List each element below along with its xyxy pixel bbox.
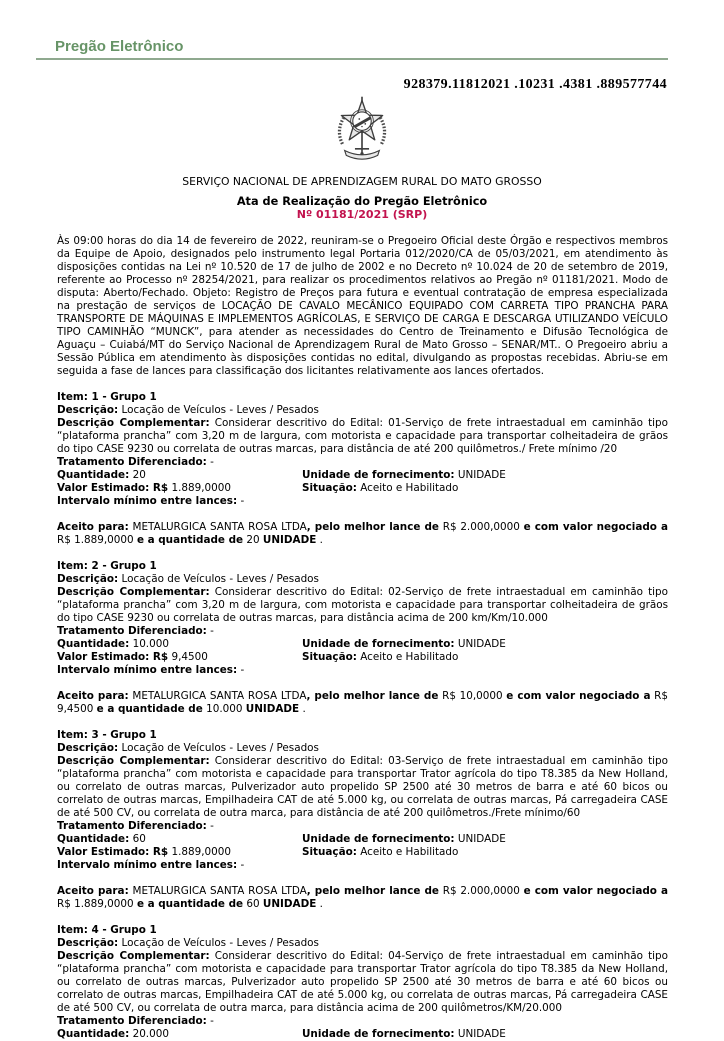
item-qty-row <box>57 469 668 482</box>
item-quantidade <box>57 469 302 482</box>
field-value: Considerar descritivo do Edital: 01-Serviço de frete intraestadual em caminhão tipo “plataforma prancha” com 3,20 m de largura, com motorista e capacidade para transportar colheitadeira de grãos do tipo CASE 9230 ou correlata de outras marcas, para distância de até 200 quilômetros./ Frete mínimo /20 <box>57 417 668 455</box>
field-label: Intervalo mínimo entre lances: <box>57 859 238 871</box>
field-value: UNIDADE <box>457 833 506 845</box>
item-qty-row <box>57 1028 668 1041</box>
field-value: - <box>210 456 214 468</box>
item-title: Item: 4 - Grupo 1 <box>57 924 157 936</box>
quantidade-label: e a quantidade de <box>136 898 244 910</box>
item-value-row <box>57 846 668 859</box>
field-label: Tratamento Diferenciado: <box>57 456 207 468</box>
negociado-label: e com valor negociado a <box>506 690 651 702</box>
field-value: - <box>210 1015 214 1027</box>
field-value: - <box>240 664 245 676</box>
item-unidade <box>302 469 668 482</box>
field-label: Quantidade: <box>57 638 130 650</box>
item-quantidade <box>57 833 302 846</box>
period: . <box>319 534 323 546</box>
supplier-name: METALURGICA SANTA ROSA LTDA <box>132 690 307 702</box>
field-value: Aceito e Habilitado <box>360 846 459 858</box>
item-tratamento <box>57 1015 668 1028</box>
field-value: Aceito e Habilitado <box>360 651 459 663</box>
intro-paragraph: Às 09:00 horas do dia 14 de fevereiro de 2022, reuniram-se o Pregoeiro Oficial deste Órgão e respectivos membros da Equipe de Apoio, designados pelo instrumento legal Portaria 012/2020/CA de 05/03/2021, em atendimento às disposições contidas na Lei nº 10.520 de 17 de julho de 2002 e no Decreto nº 10.024 de 20 de setembro de 2019, referente ao Processo nº 28254/2021, para realizar os procedimentos relativos ao Pregão nº 01181/2021. Modo de disputa: Aberto/Fechado. Objeto: Registro de Preços para futura e eventual contratação de empresa especializada na prestação de serviços de LOCAÇÃO DE CAVALO MECÂNICO EQUIPADO COM CARRETA TIPO PRANCHA PARA TRANSPORTE DE MÁQUINAS E IMPLEMENTOS AGRÍCOLAS, E SERVIÇO DE CARGA E DESCARGA UTILIZANDO VEÍCULO TIPO CAMINHÃO “MUNCK”, para atender as necessidades do Centro de Treinamento e Difusão Tecnológica de Aguaçu – Cuiabá/MT do Serviço Nacional de Aprendizagem Rural de Mato Grosso – SENAR/MT.. O Pregoeiro abriu a Sessão Pública em atendimento às disposições contidas no edital, divulgando as propostas recebidas. Abriu-se em seguida a fase de lances para classificação dos licitantes relativamente aos lances ofertados. <box>57 235 668 377</box>
lance-value: R$ 2.000,0000 <box>442 521 520 533</box>
item-unidade <box>302 638 668 651</box>
field-value: Locação de Veículos - Leves / Pesados <box>121 742 319 754</box>
item-value-row <box>57 482 668 495</box>
item-intervalo <box>57 495 668 508</box>
item-descricao-complementar <box>57 417 668 456</box>
item-title: Item: 3 - Grupo 1 <box>57 729 157 741</box>
item-situacao <box>302 846 668 859</box>
lance-label: , pelo melhor lance de <box>306 885 439 897</box>
field-label: Quantidade: <box>57 833 130 845</box>
field-value: 20 <box>132 469 146 481</box>
unidade-word: UNIDADE <box>262 534 317 546</box>
lance-value: R$ 2.000,0000 <box>442 885 520 897</box>
aceito-paragraph-1 <box>57 521 668 547</box>
item-block-4 <box>57 924 668 1041</box>
field-label: Descrição Complementar: <box>57 950 210 962</box>
field-value: UNIDADE <box>457 638 506 650</box>
item-descricao <box>57 573 668 586</box>
process-code: 928379.11812021 .10231 .4381 .889577744 <box>403 77 667 92</box>
field-label: Quantidade: <box>57 1028 130 1040</box>
period: . <box>302 703 306 715</box>
field-value: 9,4500 <box>171 651 208 663</box>
field-label: Valor Estimado: R$ <box>57 651 169 663</box>
field-value: 20.000 <box>132 1028 169 1040</box>
field-label: Descrição Complementar: <box>57 586 210 598</box>
item-descricao <box>57 937 668 950</box>
item-title: Item: 1 - Grupo 1 <box>57 391 157 403</box>
aceito-paragraph-2 <box>57 690 668 716</box>
item-quantidade <box>57 638 302 651</box>
item-descricao <box>57 742 668 755</box>
field-label: Unidade de fornecimento: <box>302 1028 455 1040</box>
organization-name: SERVIÇO NACIONAL DE APRENDIZAGEM RURAL DO MATO GROSSO <box>182 175 542 188</box>
field-value: Considerar descritivo do Edital: 04-Serviço de frete intraestadual em caminhão tipo “plataforma prancha” com motorista e capacidade para transportar Trator agrícola do tipo T8.385 da New Holland, ou correlato de outras marcas, Pulverizador auto propelido SP 2500 até 30 metros de barra e até 60 bicos ou correlato de outras marcas, Empilhadeira CAT de até 5.000 kg, ou correlata de outras marcas, Pá carregadeira CASE de até 500 CV, ou correlata de outra marca, para distância acima de 200 quilômetros/KM/20.000 <box>57 950 668 1014</box>
field-label: Descrição: <box>57 937 119 949</box>
field-label: Descrição: <box>57 742 119 754</box>
unidade-word: UNIDADE <box>262 898 317 910</box>
field-value: Locação de Veículos - Leves / Pesados <box>121 404 319 416</box>
field-value: 10.000 <box>132 638 169 650</box>
field-label: Situação: <box>302 846 357 858</box>
item-descricao-complementar <box>57 586 668 625</box>
banner-title: Pregão Eletrônico <box>55 38 184 55</box>
field-value: Locação de Veículos - Leves / Pesados <box>121 573 319 585</box>
item-qty-row <box>57 638 668 651</box>
page-banner <box>0 0 724 55</box>
field-value: 1.889,0000 <box>171 846 231 858</box>
field-label: Tratamento Diferenciado: <box>57 820 207 832</box>
negociado-label: e com valor negociado a <box>523 885 669 897</box>
item-block-2 <box>57 560 668 677</box>
field-label: Tratamento Diferenciado: <box>57 625 207 637</box>
item-situacao <box>302 482 668 495</box>
field-value: Aceito e Habilitado <box>360 482 459 494</box>
item-tratamento <box>57 456 668 469</box>
field-value: - <box>210 625 214 637</box>
field-label: Descrição Complementar: <box>57 755 210 767</box>
field-label: Unidade de fornecimento: <box>302 638 455 650</box>
item-tratamento <box>57 820 668 833</box>
quantidade-value: 60 <box>246 898 260 910</box>
item-unidade <box>302 833 668 846</box>
emblem-container <box>0 94 724 172</box>
item-unidade <box>302 1028 668 1041</box>
field-value: UNIDADE <box>457 1028 506 1040</box>
field-value: - <box>210 820 214 832</box>
field-label: Descrição: <box>57 573 119 585</box>
document-number: Nº 01181/2021 (SRP) <box>296 208 428 221</box>
field-label: Unidade de fornecimento: <box>302 469 455 481</box>
quantidade-label: e a quantidade de <box>136 534 244 546</box>
item-descricao <box>57 404 668 417</box>
lance-value: R$ 10,0000 <box>442 690 503 702</box>
item-tratamento <box>57 625 668 638</box>
document-title: Ata de Realização do Pregão Eletrônico <box>236 195 488 208</box>
aceito-label: Aceito para: <box>57 885 129 897</box>
negociado-value: R$ 1.889,0000 <box>57 534 134 546</box>
aceito-label: Aceito para: <box>57 521 129 533</box>
quantidade-value: 20 <box>246 534 260 546</box>
item-block-1 <box>57 391 668 508</box>
supplier-name: METALURGICA SANTA ROSA LTDA <box>132 885 307 897</box>
field-label: Valor Estimado: R$ <box>57 482 169 494</box>
brazil-coat-of-arms-icon <box>329 94 395 170</box>
aceito-label: Aceito para: <box>57 690 129 702</box>
aceito-paragraph-3 <box>57 885 668 911</box>
field-label: Intervalo mínimo entre lances: <box>57 664 238 676</box>
negociado-value: R$ 1.889,0000 <box>57 898 134 910</box>
field-value: UNIDADE <box>457 469 506 481</box>
item-valor <box>57 651 302 664</box>
field-value: - <box>240 859 245 871</box>
field-value: Considerar descritivo do Edital: 03-Serviço de frete intraestadual em caminhão tipo “plataforma prancha” com motorista e capacidade para transportar Trator agrícola do tipo T8.385 da New Holland, ou correlato de outras marcas, Pulverizador auto propelido SP 2500 até 30 metros de barra e até 60 bicos ou correlato de outras marcas, Empilhadeira CAT de até 5.000 kg, ou correlata de outras marcas, Pá carregadeira CASE de até 500 CV, ou correlata de outra marca, para distância de até 200 quilômetros./Frete mínimo/60 <box>57 755 668 819</box>
item-situacao <box>302 651 668 664</box>
field-label: Descrição: <box>57 404 119 416</box>
field-label: Quantidade: <box>57 469 130 481</box>
banner-divider <box>36 58 668 60</box>
field-value: 1.889,0000 <box>171 482 231 494</box>
item-quantidade <box>57 1028 302 1041</box>
field-value: 60 <box>132 833 146 845</box>
item-descricao-complementar <box>57 755 668 820</box>
item-valor <box>57 482 302 495</box>
supplier-name: METALURGICA SANTA ROSA LTDA <box>132 521 307 533</box>
field-value: Locação de Veículos - Leves / Pesados <box>121 937 319 949</box>
field-label: Situação: <box>302 482 357 494</box>
field-value: Considerar descritivo do Edital: 02-Serviço de frete intraestadual em caminhão tipo “plataforma prancha” com 3,20 m de largura, com motorista e capacidade para transportar colheitadeira de grãos do tipo CASE 9230 ou correlata de outras marcas, para distância acima de 200 km/Km/10.000 <box>57 586 668 624</box>
unidade-word: UNIDADE <box>245 703 300 715</box>
lance-label: , pelo melhor lance de <box>306 521 439 533</box>
field-label: Unidade de fornecimento: <box>302 833 455 845</box>
item-intervalo <box>57 664 668 677</box>
item-descricao-complementar <box>57 950 668 1015</box>
item-valor <box>57 846 302 859</box>
negociado-value: R$ 9,4500 <box>57 690 668 715</box>
field-label: Descrição Complementar: <box>57 417 210 429</box>
field-label: Intervalo mínimo entre lances: <box>57 495 238 507</box>
field-label: Valor Estimado: R$ <box>57 846 169 858</box>
item-value-row <box>57 651 668 664</box>
document-body <box>57 235 668 1041</box>
field-label: Tratamento Diferenciado: <box>57 1015 207 1027</box>
item-qty-row <box>57 833 668 846</box>
period: . <box>319 898 323 910</box>
field-label: Situação: <box>302 651 357 663</box>
quantidade-value: 10.000 <box>206 703 243 715</box>
quantidade-label: e a quantidade de <box>96 703 203 715</box>
field-value: - <box>240 495 245 507</box>
negociado-label: e com valor negociado a <box>523 521 669 533</box>
lance-label: , pelo melhor lance de <box>306 690 439 702</box>
item-title: Item: 2 - Grupo 1 <box>57 560 157 572</box>
item-block-3 <box>57 729 668 872</box>
item-intervalo <box>57 859 668 872</box>
